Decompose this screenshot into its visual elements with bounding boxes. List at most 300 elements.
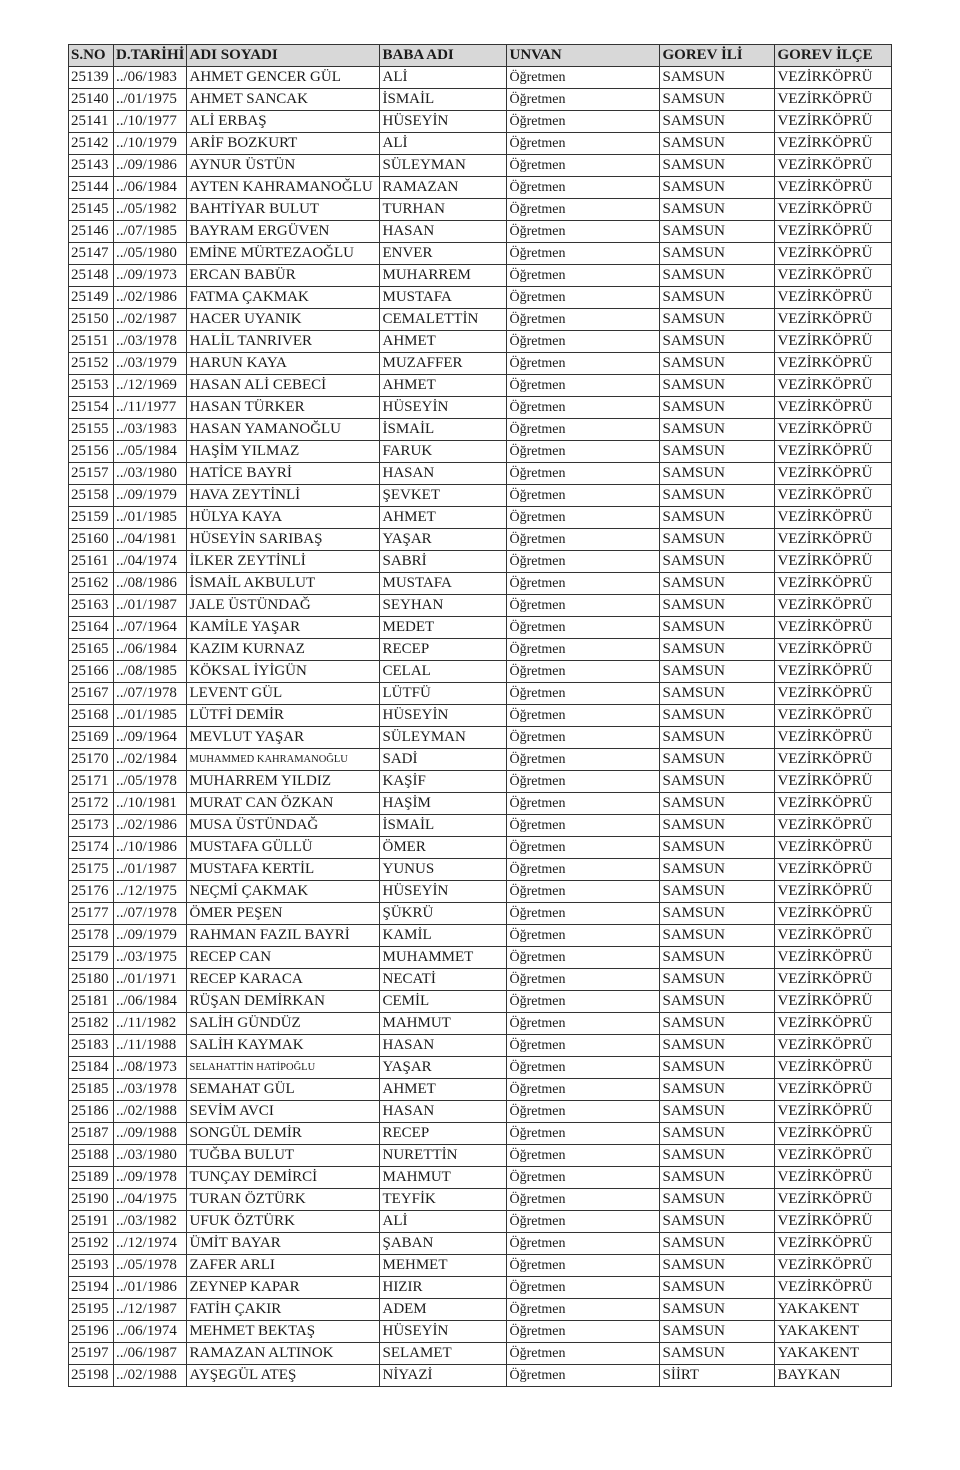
cell-title: Öğretmen	[507, 639, 660, 661]
cell-full-name: HATİCE BAYRİ	[187, 463, 380, 485]
cell-father-name: ENVER	[380, 243, 507, 265]
table-row	[69, 89, 892, 111]
cell-full-name: AYŞEGÜL ATEŞ	[187, 1365, 380, 1387]
cell-province: SAMSUN	[660, 815, 775, 837]
cell-district: VEZİRKÖPRÜ	[775, 1189, 892, 1211]
cell-district: BAYKAN	[775, 1365, 892, 1387]
cell-sno: 25145	[69, 199, 114, 221]
cell-father-name: YAŞAR	[380, 1057, 507, 1079]
cell-father-name: SEYHAN	[380, 595, 507, 617]
cell-full-name: ZEYNEP KAPAR	[187, 1277, 380, 1299]
table-row	[69, 1189, 892, 1211]
cell-title: Öğretmen	[507, 419, 660, 441]
cell-title: Öğretmen	[507, 991, 660, 1013]
cell-birthdate: ../09/1979	[114, 925, 187, 947]
cell-district: VEZİRKÖPRÜ	[775, 89, 892, 111]
cell-sno: 25177	[69, 903, 114, 925]
cell-title: Öğretmen	[507, 837, 660, 859]
table-row	[69, 793, 892, 815]
cell-district: VEZİRKÖPRÜ	[775, 133, 892, 155]
cell-province: SAMSUN	[660, 133, 775, 155]
cell-full-name: HASAN TÜRKER	[187, 397, 380, 419]
table-row	[69, 1101, 892, 1123]
table-row	[69, 925, 892, 947]
cell-title: Öğretmen	[507, 243, 660, 265]
cell-province: SAMSUN	[660, 287, 775, 309]
cell-sno: 25171	[69, 771, 114, 793]
cell-district: VEZİRKÖPRÜ	[775, 485, 892, 507]
cell-sno: 25194	[69, 1277, 114, 1299]
cell-district: VEZİRKÖPRÜ	[775, 617, 892, 639]
cell-title: Öğretmen	[507, 441, 660, 463]
header-district: GOREV İLÇE	[775, 45, 892, 67]
cell-father-name: SELAMET	[380, 1343, 507, 1365]
cell-full-name: BAHTİYAR BULUT	[187, 199, 380, 221]
cell-title: Öğretmen	[507, 881, 660, 903]
cell-province: SAMSUN	[660, 485, 775, 507]
table-row	[69, 111, 892, 133]
cell-father-name: AHMET	[380, 375, 507, 397]
cell-district: VEZİRKÖPRÜ	[775, 1123, 892, 1145]
cell-province: SAMSUN	[660, 177, 775, 199]
cell-father-name: ALİ	[380, 67, 507, 89]
cell-sno: 25172	[69, 793, 114, 815]
cell-district: VEZİRKÖPRÜ	[775, 67, 892, 89]
table-row	[69, 661, 892, 683]
cell-birthdate: ../02/1986	[114, 815, 187, 837]
cell-father-name: MEHMET	[380, 1255, 507, 1277]
cell-sno: 25147	[69, 243, 114, 265]
cell-province: SAMSUN	[660, 793, 775, 815]
cell-district: VEZİRKÖPRÜ	[775, 925, 892, 947]
cell-sno: 25182	[69, 1013, 114, 1035]
cell-father-name: MUSTAFA	[380, 287, 507, 309]
cell-district: VEZİRKÖPRÜ	[775, 309, 892, 331]
cell-sno: 25157	[69, 463, 114, 485]
cell-birthdate: ../07/1978	[114, 683, 187, 705]
cell-sno: 25152	[69, 353, 114, 375]
cell-province: SAMSUN	[660, 991, 775, 1013]
cell-sno: 25189	[69, 1167, 114, 1189]
cell-province: SAMSUN	[660, 243, 775, 265]
cell-district: VEZİRKÖPRÜ	[775, 287, 892, 309]
table-row	[69, 1343, 892, 1365]
cell-district: VEZİRKÖPRÜ	[775, 991, 892, 1013]
cell-full-name: NEÇMİ ÇAKMAK	[187, 881, 380, 903]
cell-birthdate: ../06/1984	[114, 177, 187, 199]
cell-father-name: CEMALETTİN	[380, 309, 507, 331]
cell-sno: 25163	[69, 595, 114, 617]
cell-father-name: AHMET	[380, 507, 507, 529]
table-row	[69, 441, 892, 463]
cell-father-name: YAŞAR	[380, 529, 507, 551]
cell-sno: 25156	[69, 441, 114, 463]
cell-father-name: KAŞİF	[380, 771, 507, 793]
cell-province: SAMSUN	[660, 859, 775, 881]
cell-father-name: SABRİ	[380, 551, 507, 573]
cell-father-name: HÜSEYİN	[380, 397, 507, 419]
table-row	[69, 199, 892, 221]
cell-father-name: CEMİL	[380, 991, 507, 1013]
cell-father-name: ADEM	[380, 1299, 507, 1321]
table-row	[69, 815, 892, 837]
cell-father-name: HÜSEYİN	[380, 705, 507, 727]
table-row	[69, 881, 892, 903]
cell-title: Öğretmen	[507, 749, 660, 771]
cell-birthdate: ../03/1982	[114, 1211, 187, 1233]
cell-father-name: ALİ	[380, 133, 507, 155]
cell-sno: 25195	[69, 1299, 114, 1321]
cell-full-name: HAŞİM YILMAZ	[187, 441, 380, 463]
cell-full-name: SEMAHAT GÜL	[187, 1079, 380, 1101]
cell-province: SAMSUN	[660, 441, 775, 463]
cell-district: VEZİRKÖPRÜ	[775, 727, 892, 749]
cell-birthdate: ../05/1984	[114, 441, 187, 463]
cell-full-name: FATMA ÇAKMAK	[187, 287, 380, 309]
cell-province: SAMSUN	[660, 617, 775, 639]
cell-title: Öğretmen	[507, 727, 660, 749]
cell-sno: 25192	[69, 1233, 114, 1255]
cell-sno: 25141	[69, 111, 114, 133]
cell-province: SAMSUN	[660, 397, 775, 419]
cell-title: Öğretmen	[507, 331, 660, 353]
table-row	[69, 353, 892, 375]
header-sno: S.NO	[69, 45, 114, 67]
cell-birthdate: ../07/1985	[114, 221, 187, 243]
cell-title: Öğretmen	[507, 1211, 660, 1233]
table-row	[69, 903, 892, 925]
cell-district: VEZİRKÖPRÜ	[775, 221, 892, 243]
cell-title: Öğretmen	[507, 573, 660, 595]
cell-birthdate: ../08/1973	[114, 1057, 187, 1079]
cell-title: Öğretmen	[507, 551, 660, 573]
header-full-name: ADI SOYADI	[187, 45, 380, 67]
cell-full-name: ÖMER PEŞEN	[187, 903, 380, 925]
cell-title: Öğretmen	[507, 595, 660, 617]
cell-province: SAMSUN	[660, 1189, 775, 1211]
cell-province: SAMSUN	[660, 1101, 775, 1123]
cell-sno: 25169	[69, 727, 114, 749]
cell-district: VEZİRKÖPRÜ	[775, 1101, 892, 1123]
cell-full-name: ERCAN BABÜR	[187, 265, 380, 287]
cell-province: SAMSUN	[660, 771, 775, 793]
cell-sno: 25175	[69, 859, 114, 881]
cell-sno: 25170	[69, 749, 114, 771]
cell-sno: 25173	[69, 815, 114, 837]
cell-sno: 25186	[69, 1101, 114, 1123]
cell-full-name: JALE ÜSTÜNDAĞ	[187, 595, 380, 617]
cell-full-name: SONGÜL DEMİR	[187, 1123, 380, 1145]
cell-province: SAMSUN	[660, 969, 775, 991]
cell-title: Öğretmen	[507, 1035, 660, 1057]
table-row	[69, 265, 892, 287]
cell-district: VEZİRKÖPRÜ	[775, 859, 892, 881]
cell-sno: 25143	[69, 155, 114, 177]
table-row	[69, 309, 892, 331]
cell-title: Öğretmen	[507, 133, 660, 155]
cell-father-name: MAHMUT	[380, 1167, 507, 1189]
cell-full-name: RAMAZAN ALTINOK	[187, 1343, 380, 1365]
table-row	[69, 1145, 892, 1167]
cell-district: VEZİRKÖPRÜ	[775, 639, 892, 661]
cell-district: VEZİRKÖPRÜ	[775, 441, 892, 463]
cell-province: SAMSUN	[660, 155, 775, 177]
cell-full-name: TUĞBA BULUT	[187, 1145, 380, 1167]
cell-sno: 25158	[69, 485, 114, 507]
header-title: UNVAN	[507, 45, 660, 67]
cell-sno: 25161	[69, 551, 114, 573]
cell-title: Öğretmen	[507, 177, 660, 199]
cell-full-name: RÜŞAN DEMİRKAN	[187, 991, 380, 1013]
cell-sno: 25197	[69, 1343, 114, 1365]
cell-province: SİİRT	[660, 1365, 775, 1387]
cell-full-name: MUSA ÜSTÜNDAĞ	[187, 815, 380, 837]
cell-full-name: ALİ ERBAŞ	[187, 111, 380, 133]
cell-father-name: HASAN	[380, 221, 507, 243]
cell-birthdate: ../02/1988	[114, 1365, 187, 1387]
cell-sno: 25187	[69, 1123, 114, 1145]
cell-birthdate: ../10/1977	[114, 111, 187, 133]
header-row	[69, 45, 892, 67]
cell-sno: 25191	[69, 1211, 114, 1233]
cell-province: SAMSUN	[660, 221, 775, 243]
cell-father-name: LÜTFÜ	[380, 683, 507, 705]
cell-province: SAMSUN	[660, 837, 775, 859]
cell-sno: 25185	[69, 1079, 114, 1101]
cell-title: Öğretmen	[507, 1013, 660, 1035]
cell-father-name: RECEP	[380, 639, 507, 661]
cell-father-name: SÜLEYMAN	[380, 155, 507, 177]
table-row	[69, 1233, 892, 1255]
cell-sno: 25183	[69, 1035, 114, 1057]
cell-province: SAMSUN	[660, 639, 775, 661]
table-row	[69, 507, 892, 529]
cell-full-name: ÜMİT BAYAR	[187, 1233, 380, 1255]
cell-father-name: NİYAZİ	[380, 1365, 507, 1387]
cell-province: SAMSUN	[660, 1079, 775, 1101]
cell-full-name: İSMAİL AKBULUT	[187, 573, 380, 595]
cell-sno: 25184	[69, 1057, 114, 1079]
cell-full-name: ARİF BOZKURT	[187, 133, 380, 155]
table-row	[69, 419, 892, 441]
cell-district: VEZİRKÖPRÜ	[775, 529, 892, 551]
cell-birthdate: ../01/1975	[114, 89, 187, 111]
cell-full-name: AHMET GENCER GÜL	[187, 67, 380, 89]
table-row	[69, 463, 892, 485]
cell-district: VEZİRKÖPRÜ	[775, 969, 892, 991]
cell-birthdate: ../07/1978	[114, 903, 187, 925]
cell-title: Öğretmen	[507, 1299, 660, 1321]
cell-full-name: TURAN ÖZTÜRK	[187, 1189, 380, 1211]
cell-title: Öğretmen	[507, 1123, 660, 1145]
cell-district: VEZİRKÖPRÜ	[775, 661, 892, 683]
cell-full-name: RAHMAN FAZIL BAYRİ	[187, 925, 380, 947]
cell-birthdate: ../01/1985	[114, 705, 187, 727]
cell-title: Öğretmen	[507, 947, 660, 969]
cell-title: Öğretmen	[507, 661, 660, 683]
cell-province: SAMSUN	[660, 1145, 775, 1167]
cell-province: SAMSUN	[660, 1299, 775, 1321]
table-row	[69, 771, 892, 793]
table-row	[69, 1057, 892, 1079]
cell-birthdate: ../05/1978	[114, 1255, 187, 1277]
cell-full-name: MUHAMMED KAHRAMANOĞLU	[187, 749, 380, 771]
cell-father-name: İSMAİL	[380, 815, 507, 837]
cell-birthdate: ../09/1978	[114, 1167, 187, 1189]
header-father-name: BABA ADI	[380, 45, 507, 67]
cell-father-name: YUNUS	[380, 859, 507, 881]
cell-district: VEZİRKÖPRÜ	[775, 1035, 892, 1057]
cell-full-name: MUSTAFA GÜLLÜ	[187, 837, 380, 859]
cell-father-name: MUHAMMET	[380, 947, 507, 969]
cell-province: SAMSUN	[660, 903, 775, 925]
cell-sno: 25164	[69, 617, 114, 639]
cell-full-name: RECEP CAN	[187, 947, 380, 969]
table-body	[69, 67, 892, 1387]
table-row	[69, 1013, 892, 1035]
cell-birthdate: ../01/1987	[114, 859, 187, 881]
cell-district: VEZİRKÖPRÜ	[775, 903, 892, 925]
cell-district: VEZİRKÖPRÜ	[775, 1277, 892, 1299]
cell-sno: 25148	[69, 265, 114, 287]
cell-father-name: MUZAFFER	[380, 353, 507, 375]
cell-district: VEZİRKÖPRÜ	[775, 1211, 892, 1233]
cell-district: VEZİRKÖPRÜ	[775, 243, 892, 265]
cell-birthdate: ../12/1975	[114, 881, 187, 903]
table-row	[69, 947, 892, 969]
table-row	[69, 155, 892, 177]
cell-full-name: UFUK ÖZTÜRK	[187, 1211, 380, 1233]
cell-father-name: SADİ	[380, 749, 507, 771]
cell-birthdate: ../10/1981	[114, 793, 187, 815]
cell-district: VEZİRKÖPRÜ	[775, 375, 892, 397]
cell-province: SAMSUN	[660, 353, 775, 375]
cell-province: SAMSUN	[660, 1277, 775, 1299]
cell-father-name: KAMİL	[380, 925, 507, 947]
cell-title: Öğretmen	[507, 969, 660, 991]
cell-father-name: MUSTAFA	[380, 573, 507, 595]
cell-title: Öğretmen	[507, 1167, 660, 1189]
cell-title: Öğretmen	[507, 705, 660, 727]
cell-full-name: FATİH ÇAKIR	[187, 1299, 380, 1321]
cell-birthdate: ../12/1987	[114, 1299, 187, 1321]
cell-sno: 25190	[69, 1189, 114, 1211]
cell-title: Öğretmen	[507, 1321, 660, 1343]
cell-father-name: HÜSEYİN	[380, 111, 507, 133]
table-row	[69, 67, 892, 89]
cell-province: SAMSUN	[660, 705, 775, 727]
cell-title: Öğretmen	[507, 111, 660, 133]
cell-province: SAMSUN	[660, 89, 775, 111]
cell-full-name: HÜLYA KAYA	[187, 507, 380, 529]
cell-father-name: ŞEVKET	[380, 485, 507, 507]
cell-father-name: ŞABAN	[380, 1233, 507, 1255]
cell-district: VEZİRKÖPRÜ	[775, 463, 892, 485]
cell-sno: 25155	[69, 419, 114, 441]
cell-title: Öğretmen	[507, 199, 660, 221]
cell-district: VEZİRKÖPRÜ	[775, 793, 892, 815]
cell-province: SAMSUN	[660, 463, 775, 485]
cell-father-name: AHMET	[380, 1079, 507, 1101]
cell-district: VEZİRKÖPRÜ	[775, 155, 892, 177]
cell-title: Öğretmen	[507, 485, 660, 507]
cell-province: SAMSUN	[660, 551, 775, 573]
cell-sno: 25140	[69, 89, 114, 111]
cell-sno: 25146	[69, 221, 114, 243]
table-row	[69, 837, 892, 859]
cell-birthdate: ../04/1975	[114, 1189, 187, 1211]
cell-district: VEZİRKÖPRÜ	[775, 1013, 892, 1035]
cell-district: VEZİRKÖPRÜ	[775, 683, 892, 705]
cell-full-name: KAMİLE YAŞAR	[187, 617, 380, 639]
cell-district: YAKAKENT	[775, 1343, 892, 1365]
cell-district: VEZİRKÖPRÜ	[775, 397, 892, 419]
cell-full-name: AYNUR ÜSTÜN	[187, 155, 380, 177]
cell-sno: 25149	[69, 287, 114, 309]
cell-title: Öğretmen	[507, 67, 660, 89]
cell-title: Öğretmen	[507, 507, 660, 529]
cell-father-name: TEYFİK	[380, 1189, 507, 1211]
table-row	[69, 727, 892, 749]
cell-district: VEZİRKÖPRÜ	[775, 947, 892, 969]
cell-birthdate: ../09/1964	[114, 727, 187, 749]
table-row	[69, 375, 892, 397]
cell-full-name: TUNÇAY DEMİRCİ	[187, 1167, 380, 1189]
cell-birthdate: ../03/1978	[114, 331, 187, 353]
cell-title: Öğretmen	[507, 89, 660, 111]
cell-district: VEZİRKÖPRÜ	[775, 1233, 892, 1255]
cell-province: SAMSUN	[660, 1035, 775, 1057]
cell-birthdate: ../01/1987	[114, 595, 187, 617]
cell-birthdate: ../11/1982	[114, 1013, 187, 1035]
cell-father-name: HASAN	[380, 1035, 507, 1057]
cell-title: Öğretmen	[507, 1277, 660, 1299]
cell-district: VEZİRKÖPRÜ	[775, 507, 892, 529]
table-row	[69, 1299, 892, 1321]
cell-district: VEZİRKÖPRÜ	[775, 837, 892, 859]
cell-province: SAMSUN	[660, 199, 775, 221]
cell-province: SAMSUN	[660, 595, 775, 617]
cell-title: Öğretmen	[507, 265, 660, 287]
cell-title: Öğretmen	[507, 815, 660, 837]
cell-title: Öğretmen	[507, 1057, 660, 1079]
cell-father-name: HASAN	[380, 1101, 507, 1123]
cell-birthdate: ../03/1980	[114, 463, 187, 485]
cell-title: Öğretmen	[507, 221, 660, 243]
table-row	[69, 1079, 892, 1101]
cell-district: VEZİRKÖPRÜ	[775, 1167, 892, 1189]
cell-full-name: RECEP KARACA	[187, 969, 380, 991]
cell-birthdate: ../09/1986	[114, 155, 187, 177]
cell-sno: 25193	[69, 1255, 114, 1277]
cell-full-name: MEHMET BEKTAŞ	[187, 1321, 380, 1343]
cell-title: Öğretmen	[507, 1189, 660, 1211]
cell-title: Öğretmen	[507, 1233, 660, 1255]
cell-father-name: CELAL	[380, 661, 507, 683]
cell-district: YAKAKENT	[775, 1321, 892, 1343]
personnel-table	[68, 44, 892, 1387]
cell-father-name: NECATİ	[380, 969, 507, 991]
cell-sno: 25176	[69, 881, 114, 903]
cell-district: VEZİRKÖPRÜ	[775, 199, 892, 221]
cell-birthdate: ../01/1971	[114, 969, 187, 991]
table-row	[69, 397, 892, 419]
cell-province: SAMSUN	[660, 1233, 775, 1255]
cell-sno: 25165	[69, 639, 114, 661]
cell-birthdate: ../10/1986	[114, 837, 187, 859]
cell-sno: 25181	[69, 991, 114, 1013]
cell-full-name: EMİNE MÜRTEZAOĞLU	[187, 243, 380, 265]
